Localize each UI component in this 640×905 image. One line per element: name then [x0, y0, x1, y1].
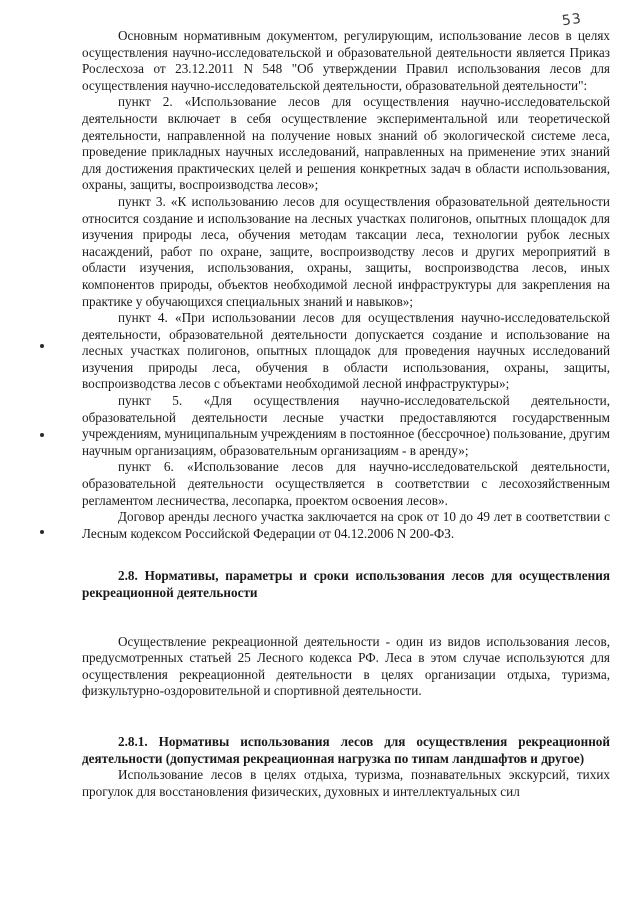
section-2-8-text: Осуществление рекреационной деятельности - один из видов использования лесов, предусмотренных статьей 25 Лесного кодекса РФ. Леса в этом случае используются для осуществления рекреационной деятельности в целях организации отдыха, туризма, физкультурно-оздоровительной и спортивной деятельности. [82, 633, 610, 699]
paragraph-item-2: пункт 2. «Использование лесов для осуществления научно-исследовательской деятельности включает в себя осуществление экспериментальной или теоретической деятельности, направленной на получение новых знаний об экологической системе леса, проведение прикладных научных исследований, направленных на применение этих знаний для достижения практических целей и решения конкретных задач в области использования, охраны, защиты, воспроизводства лесов»; [82, 94, 610, 193]
margin-dot [40, 433, 44, 437]
margin-dot [40, 530, 44, 534]
paragraph-item-6: пункт 6. «Использование лесов для научно-исследовательской деятельности, образовательной деятельности осуществляется в соответствии с лесохозяйственным регламентом лесничества, лесопарка, проектом освоения лесов». [82, 459, 610, 508]
paragraph-lease: Договор аренды лесного участка заключается на срок от 10 до 49 лет в соответствии с Лесным кодексом Российской Федерации от 04.12.2006 N 200-ФЗ. [82, 509, 610, 541]
paragraph-item-5: пункт 5. «Для осуществления научно-исследовательской деятельности, образовательной деятельности лесные участки предоставляются государственным учреждениям, муниципальным учреждениям в постоянное (бессрочное) пользование, другим научным организациям, образовательным организациям - в аренду»; [82, 393, 610, 458]
section-heading-2-8-1: 2.8.1. Нормативы использования лесов для осуществления рекреационной деятельности (допустимая рекреационная нагрузка по типам ландшафтов и другое) [82, 733, 610, 766]
section-2-8-1-text: Использование лесов в целях отдыха, туризма, познавательных экскурсий, тихих прогулок для восстановления физических, духовных и интеллектуальных сил [82, 767, 610, 799]
page-number: 53 [560, 10, 583, 30]
margin-dot [40, 344, 44, 348]
paragraph-item-4: пункт 4. «При использовании лесов для осуществления научно-исследовательской деятельности, образовательной деятельности допускается создание и использование на лесных участках полигонов, опытных площадок для проведения научных исследований изучения природы леса, обучения в области использования, охраны, защиты, воспроизводства лесов с объектами необходимой лесной инфраструктуры»; [82, 310, 610, 392]
paragraph-intro: Основным нормативным документом, регулирующим, использование лесов в целях осуществления научно-исследовательской и образовательной деятельности является Приказ Рослесхоза от 23.12.2011 N 548 "Об утверждении Правил использования лесов для осуществления научно-исследовательской деятельности, образовательной деятельности": [82, 28, 610, 93]
document-body [82, 28, 610, 800]
paragraph-item-3: пункт 3. «К использованию лесов для осуществления образовательной деятельности относится создание и использование на лесных участках полигонов, опытных площадок для изучения природы леса, обучения методам таксации леса, технологии рубок лесных насаждений, работ по охране, защите, воспроизводству лесов и других мероприятий в области изучения, использования, охраны, защиты, воспроизводства лесов, иных компонентов природы, объектов необходимой лесной инфраструктуры для закрепления на практике у обучающихся специальных знаний и навыков»; [82, 193, 610, 309]
section-heading-2-8: 2.8. Нормативы, параметры и сроки использования лесов для осуществления рекреационной деятельности [82, 568, 610, 600]
